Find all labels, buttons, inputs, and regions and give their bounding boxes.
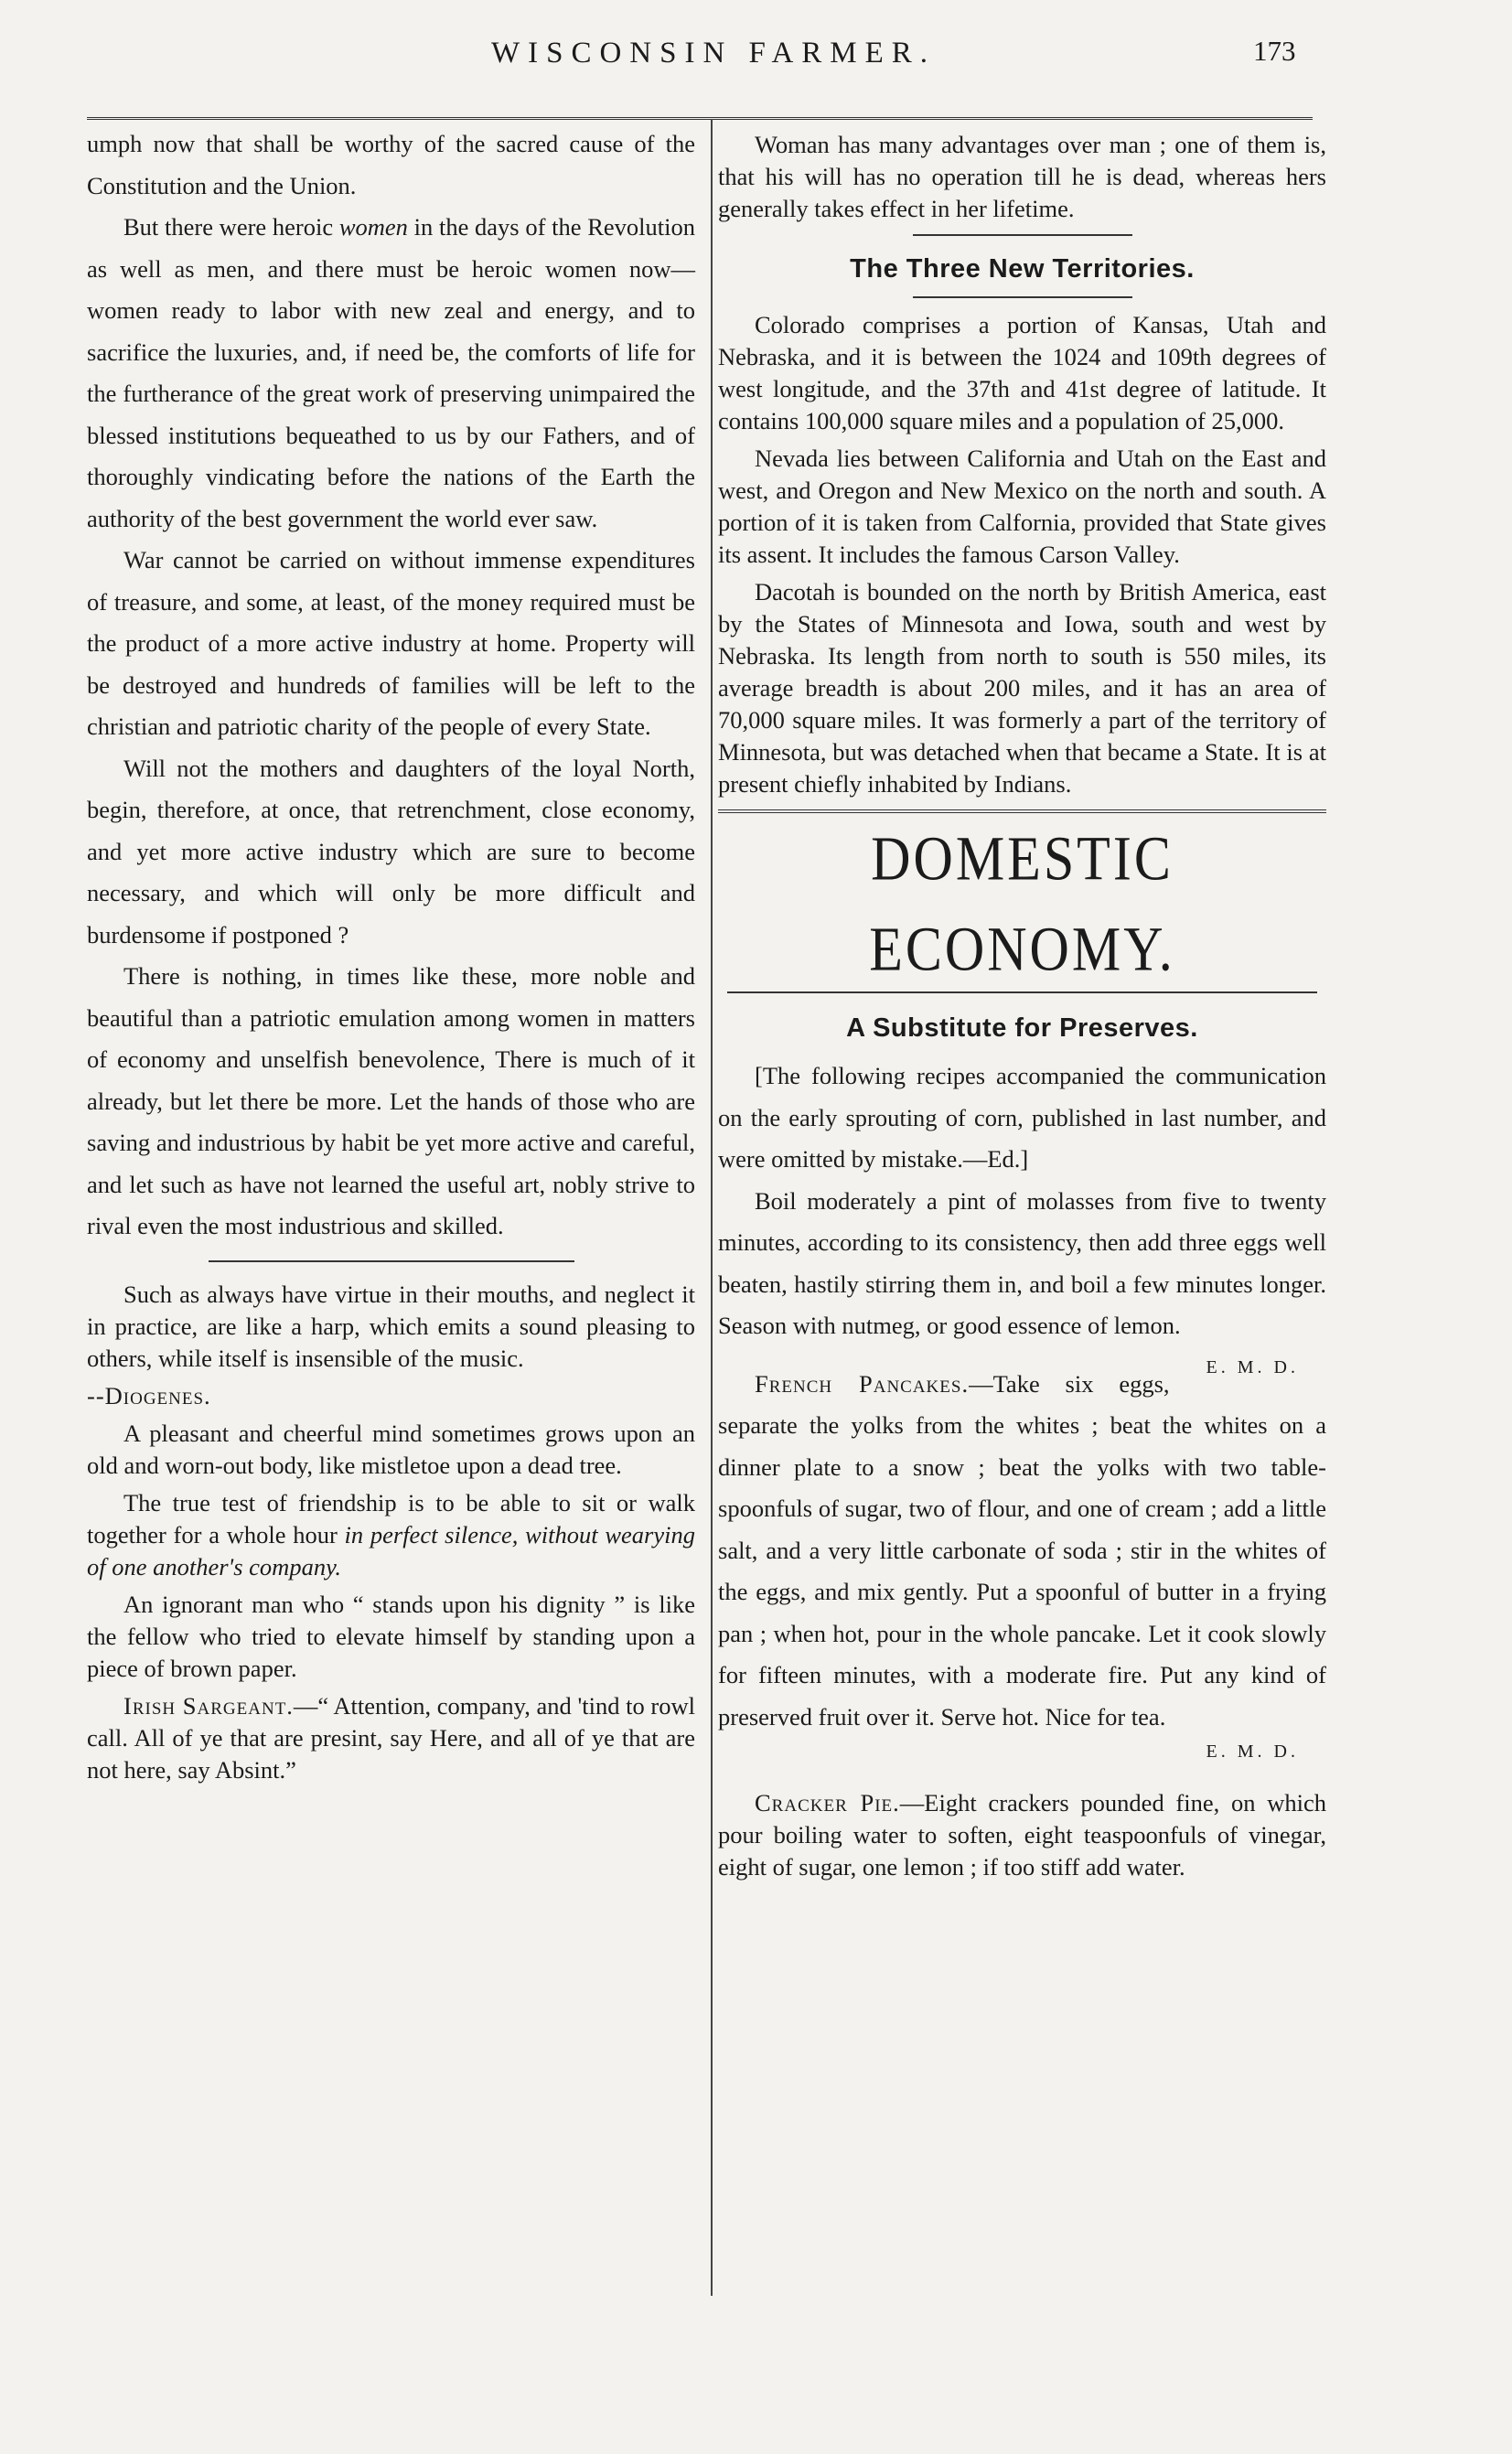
paragraph-dacotah: Dacotah is bounded on the north by British America, east by the States of Minnesota and Iowa, south and west by Nebraska. Its length from north to south is 550 miles, its average breadth is about 200 miles, and it has an area of 70,000 square miles. It was formerly a part of the territory of Minnesota, but was detached when that became a State. It is at present chiefly inhabited by Indians. <box>718 578 1326 798</box>
section-separator <box>913 234 1132 236</box>
running-title: WISCONSIN FARMER. <box>490 37 937 70</box>
paragraph-continuation: umph now that shall be worthy of the sacred cause of the Constitution and the Union. <box>87 130 695 199</box>
paragraph-heroic-women: But there were heroic women in the days of the Revolution as well as men, and there must be heroic women now—women ready to labor with new zeal and energy, and to sacrifice the luxuries, and, if need be, the comforts of life for the furtherance of the great work of preserving unimpaired the blessed institutions bequeathed to us by our Fathers, and of thoroughly vindicating before the nations of the Earth the authority of the best government the world ever saw. <box>87 213 695 532</box>
recipe-cracker-pie: Cracker Pie.—Eight crackers pounded fine, on which pour boiling water to soften, eight teaspoonfuls of vinegar, eight of sugar, one lemon ; if too stiff add water. <box>718 1789 1326 1881</box>
section-separator <box>209 1260 574 1262</box>
column-divider <box>711 119 713 2296</box>
heading-substitute-preserves: A Substitute for Preserves. <box>846 1013 1198 1043</box>
quote-cheerful-mind: A pleasant and cheerful mind sometimes grows upon an old and worn-out body, like mistletoe upon a dead tree. <box>87 1419 695 1479</box>
section-separator <box>913 296 1132 298</box>
heading-three-territories: The Three New Territories. <box>850 254 1195 284</box>
recipe-signature: E. M. D. <box>1206 1356 1299 1377</box>
left-column <box>87 123 695 1786</box>
recipe-molasses: Boil moderately a pint of molasses from five to twenty minutes, according to its consistency, then add three eggs well beaten, hastily stirring them in, and boil a few minutes longer. Season with nutmeg, or good essence of lemon. E. M. D. <box>718 1181 1326 1347</box>
recipe-signature: E. M. D. <box>1206 1741 1299 1762</box>
page-number: 173 <box>1253 35 1296 67</box>
paragraph-nevada: Nevada lies between California and Utah on the East and west, and Oregon and New Mexico on the north and south. A portion of it is taken from Calfornia, provided that State gives its assent. It includes the famous Carson Valley. <box>718 445 1326 568</box>
department-title: DOMESTIC ECONOMY. <box>869 823 1175 984</box>
header-rule <box>87 117 1313 123</box>
right-column <box>718 123 1326 1883</box>
paragraph-woman-advantages: Woman has many advantages over man ; one of them is, that his will has no operation till he is dead, whereas hers generally takes effect in her lifetime. <box>718 131 1326 222</box>
quote-friendship: The true test of friendship is to be able to sit or walk together for a whole hour in perfect silence, without wearying of one another's company. <box>87 1488 695 1581</box>
quote-irish-sargeant: Irish Sargeant.—“ Attention, company, and 'tind to rowl call. All of ye that are presint, say Here, and all of ye that are not here, say Absint.” <box>87 1691 695 1784</box>
quote-attribution: --Diogenes. <box>87 1381 211 1409</box>
paragraph-editor-note: [The following recipes accompanied the communication on the early sprouting of corn, published in last number, and were omitted by mistake.—Ed.] <box>718 1062 1326 1173</box>
quote-ignorant-man: An ignorant man who “ stands upon his dignity ” is like the fellow who tried to elevate himself by standing upon a piece of brown paper. <box>87 1590 695 1682</box>
quote-diogenes: Such as always have virtue in their mouths, and neglect it in practice, are like a harp, which emits a sound pleasing to others, while itself is insensible of the music. <box>87 1280 695 1372</box>
paragraph-patriotic-emulation: There is nothing, in times like these, more noble and beautiful than a patriotic emulation among women in matters of economy and unselfish benevolence, There is much of it already, but let there be more. Let the hands of those who are saving and industrious by habit be yet more active and careful, and let such as have not learned the useful art, nobly strive to rival even the most industrious and skilled. <box>87 962 695 1239</box>
paragraph-colorado: Colorado comprises a portion of Kansas, Utah and Nebraska, and it is between the 1024 and 109th degrees of west longitude, and the 37th and 41st degree of latitude. It contains 100,000 square miles and a population of 25,000. <box>718 311 1326 434</box>
recipe-french-pancakes: French Pancakes.—Take six eggs, separate the yolks from the whites ; beat the whites on a dinner plate to a snow ; beat the yolks with two table-spoonfuls of sugar, two of flour, and one of cream ; add a little salt, and a very little carbonate of soda ; stir in the whites of the eggs, and mix gently. Put a spoonful of butter in a frying pan ; when hot, pour in the whole pancake. Let it cook slowly for fifteen minutes, with a moderate fire. Put any kind of preserved fruit over it. Serve hot. Nice for tea. <box>718 1369 1326 1731</box>
paragraph-mothers-daughters: Will not the mothers and daughters of the loyal North, begin, therefore, at once, that retrenchment, close economy, and yet more active industry which are sure to become necessary, and which will only be more difficult and burdensome if postponed ? <box>87 754 695 948</box>
paragraph-war-expenditures: War cannot be carried on without immense expenditures of treasure, and some, at least, of the money required must be the product of a more active industry at home. Property will be destroyed and hundreds of families will be left to the christian and patriotic charity of the people of every State. <box>87 546 695 740</box>
